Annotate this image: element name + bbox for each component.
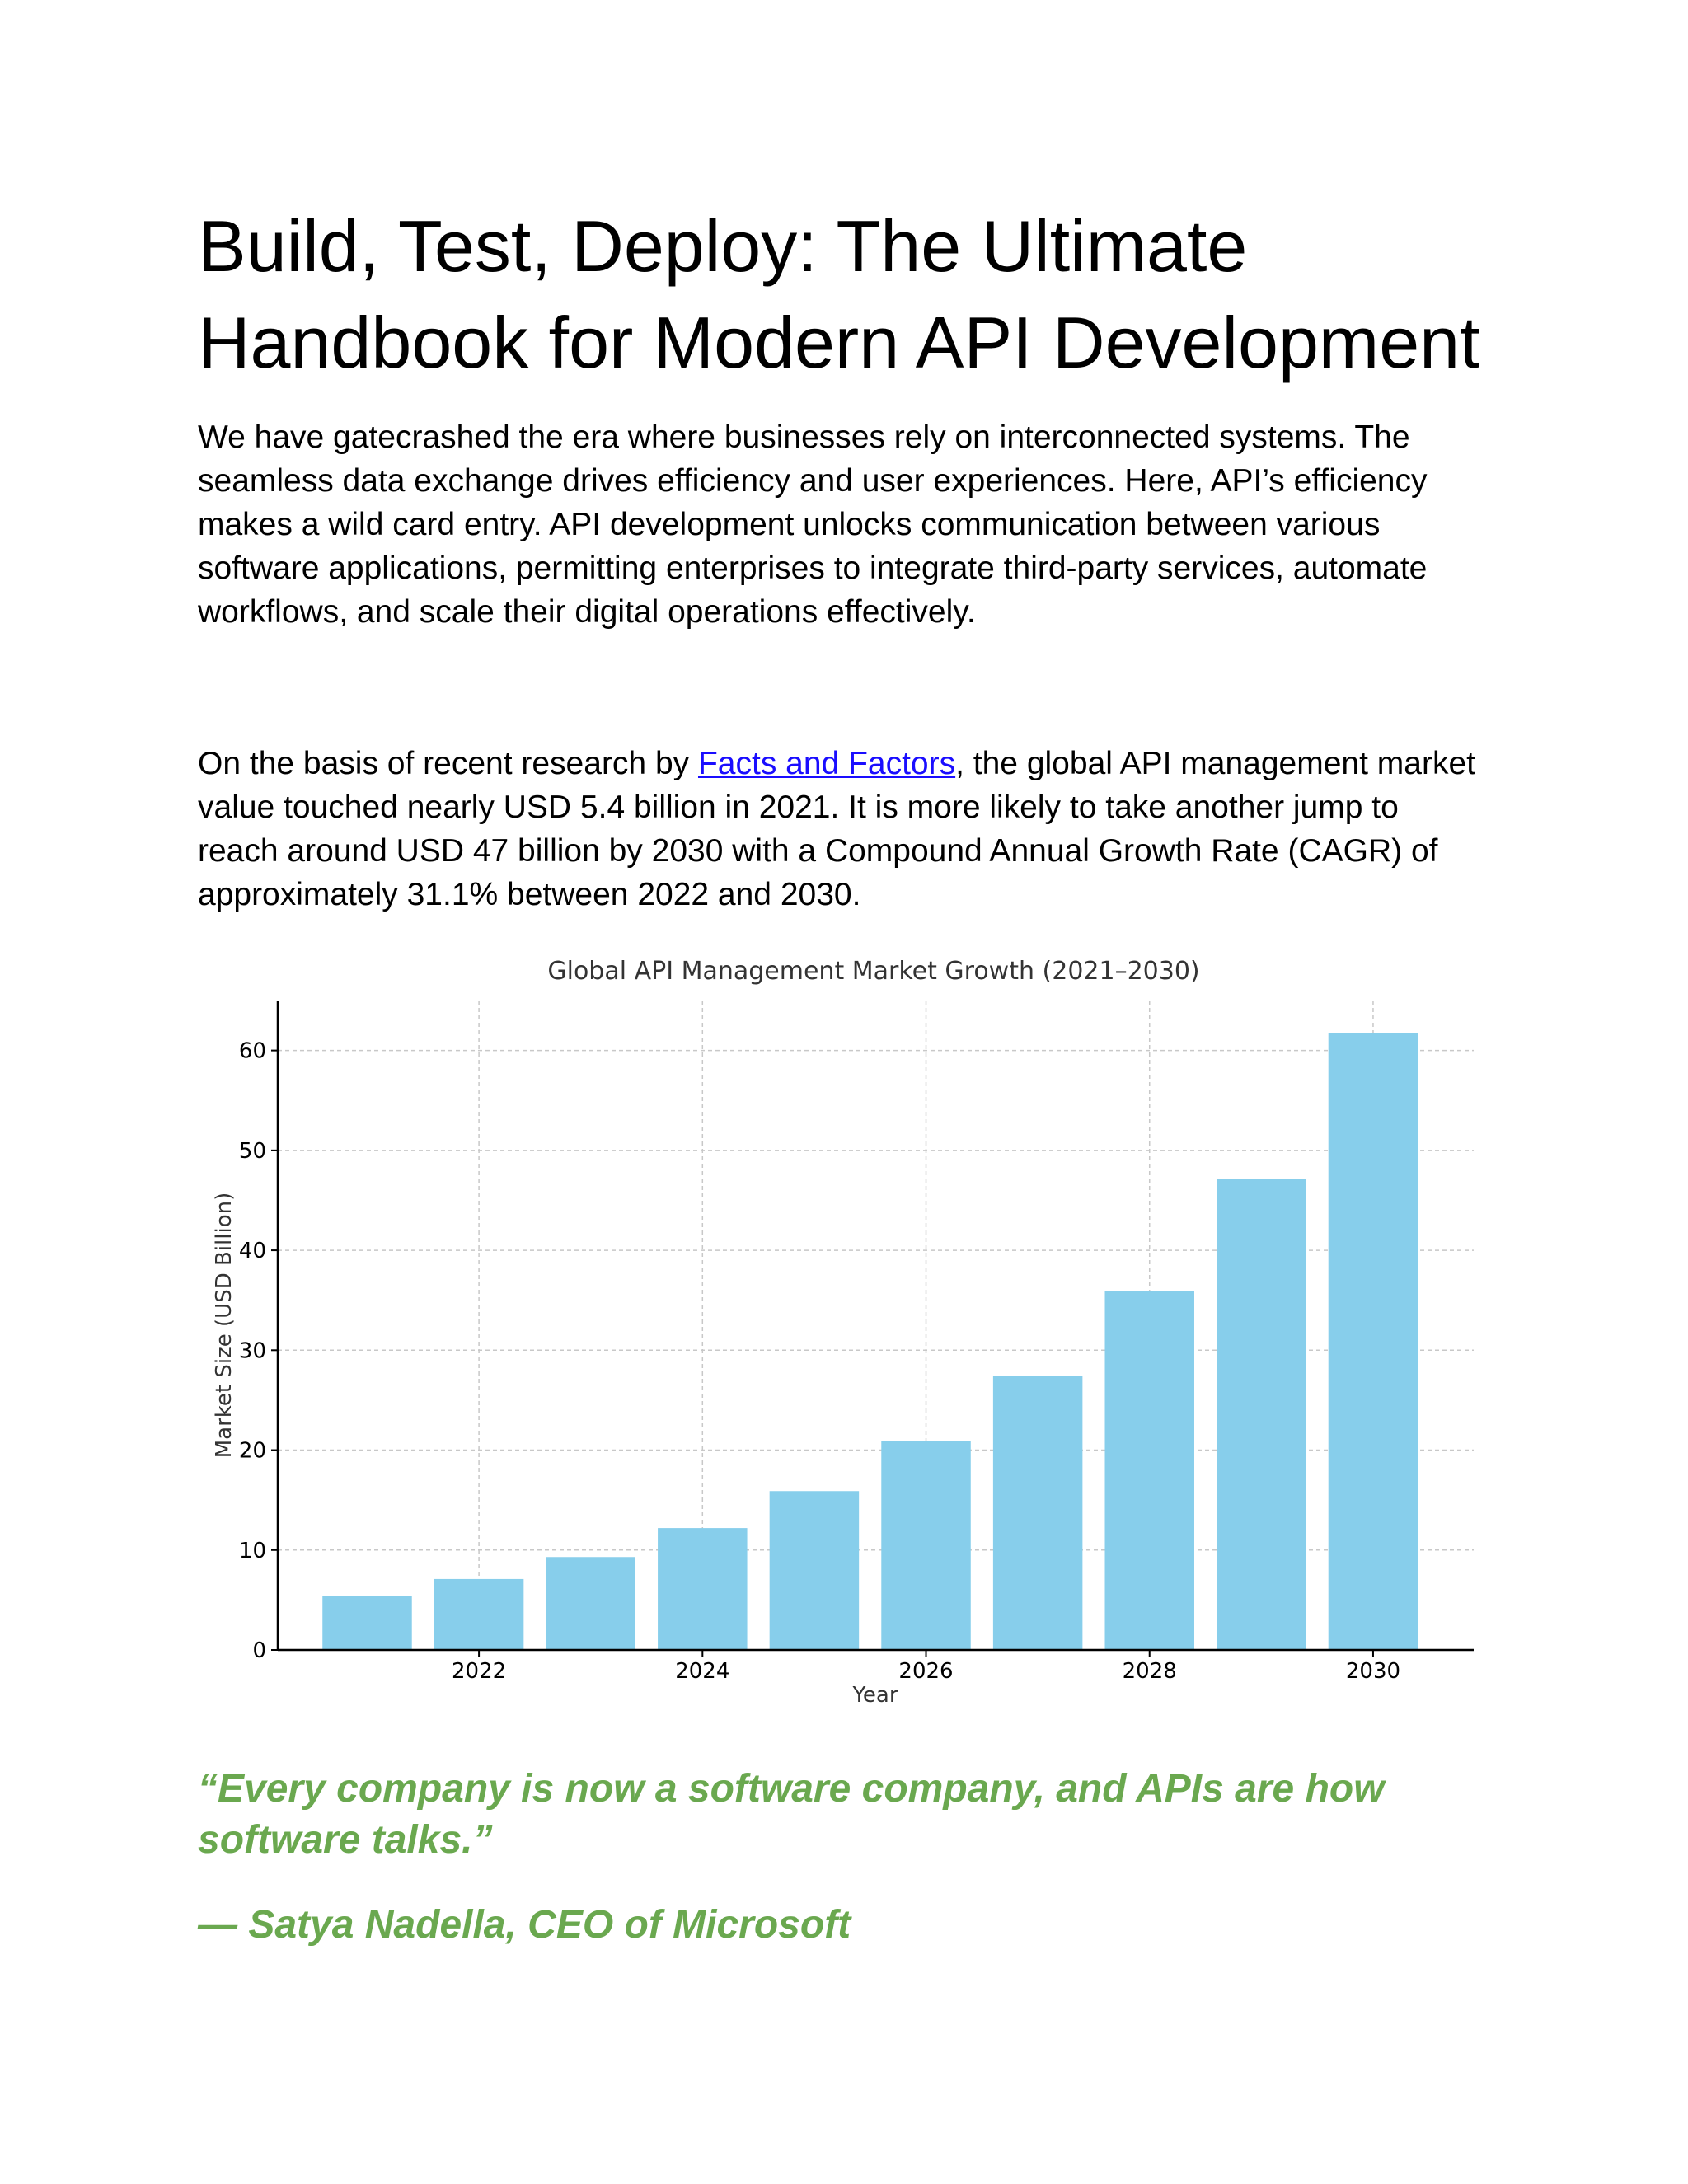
research-paragraph [198, 742, 1484, 916]
bar-2023 [546, 1557, 635, 1650]
y-tick-label: 60 [238, 1038, 266, 1064]
bar-2025 [770, 1491, 859, 1650]
y-tick-label: 10 [238, 1538, 266, 1563]
market-growth-chart-svg [198, 948, 1500, 1731]
bars [322, 1033, 1418, 1650]
x-tick-label: 2028 [1122, 1659, 1177, 1684]
y-tick-label: 40 [238, 1239, 266, 1264]
x-tick-label: 2022 [452, 1659, 507, 1684]
y-tick-label: 0 [252, 1638, 266, 1663]
bar-2026 [881, 1441, 970, 1650]
intro-paragraph: We have gatecrashed the era where businesses rely on interconnected systems. The seamless data exchange drives efficiency and user experiences. Here, API’s efficiency makes a wild card entry. API development unlocks communication between various software applications, permitting enterprises to integrate third-party services, automate workflows, and scale their digital operations effectively. [198, 419, 1428, 630]
research-suffix: , the global API management market value touched nearly USD 5.4 billion in 2021. It is more likely to take another jump to reach around USD 47 billion by 2030 with a Compound Annual Growth Rate (CAGR) of approximately 31.1% between 2022 and 2030. [198, 746, 1475, 912]
bar-2027 [993, 1376, 1082, 1650]
x-tick-label: 2030 [1345, 1659, 1401, 1684]
chart-title: Global API Management Market Growth (2021–2030) [547, 957, 1200, 986]
y-tick-label: 50 [238, 1138, 266, 1164]
bar-2028 [1104, 1291, 1193, 1650]
quote-text: “Every company is now a software company, and APIs are how software talks.” [198, 1767, 1385, 1862]
facts-and-factors-link[interactable]: Facts and Factors [697, 746, 956, 781]
bar-2022 [434, 1579, 523, 1650]
research-prefix: On the basis of recent research by [198, 746, 698, 781]
market-growth-chart [198, 948, 1500, 1731]
bar-2024 [658, 1528, 747, 1650]
bar-2030 [1329, 1033, 1418, 1650]
x-tick-label: 2026 [898, 1659, 954, 1684]
bar-2021 [322, 1596, 411, 1650]
x-axis-label: Year [852, 1683, 898, 1708]
quote-attribution: — Satya Nadella, CEO of Microsoft [198, 1903, 851, 1947]
y-tick-label: 20 [238, 1438, 266, 1464]
page-title: Build, Test, Deploy: The Ultimate Handbook for Modern API Development [198, 205, 1480, 383]
bar-2029 [1217, 1179, 1306, 1650]
y-tick-label: 30 [238, 1338, 266, 1364]
x-tick-label: 2024 [675, 1659, 730, 1684]
y-axis-label: Market Size (USD Billion) [212, 1192, 237, 1459]
